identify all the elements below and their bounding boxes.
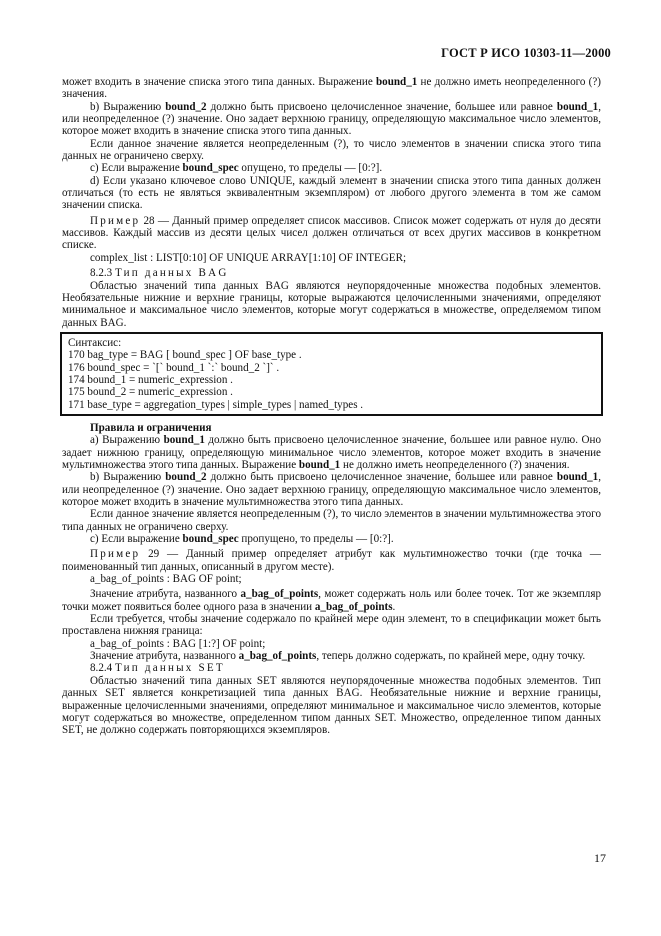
- paragraph-list-bound2: b) Выражению bound_2 должно быть присвоено целочисленное значение, большее или равное bound_1, или неопределенное (?) значение. Оно задает верхнюю границу, определяющую максимальное число элементов, которое может входить в значение списка этого типа данных.: [62, 100, 602, 138]
- paragraph-lower-bound: Если требуется, чтобы значение содержало по крайней мере один элемент, то в спецификации может быть проставлена нижняя граница:: [62, 613, 601, 638]
- example-29-code-1: a_bag_of_points : BAG OF point;: [90, 573, 242, 586]
- page-number: 17: [594, 851, 606, 865]
- example-label: Пример: [90, 214, 141, 227]
- paragraph-bag-bound1: a) Выражению bound_1 должно быть присвоено целочисленное значение, большее или равное нулю. Оно задает нижнюю границу, определяющую минимальное число элементов, которое может входить в значение мультимножества этого типа данных. Выражение bound_1 не должно иметь неопределенного (?) значения.: [62, 434, 601, 471]
- syntax-line: 175 bound_2 = numeric_expression .: [68, 386, 233, 399]
- paragraph-bag-at-least-one: Значение атрибута, названного a_bag_of_points, теперь должно содержать, по крайней мере, одну точку.: [90, 650, 586, 663]
- syntax-line: 170 bag_type = BAG [ bound_spec ] OF base_type .: [68, 349, 302, 362]
- paragraph-bag-of-points: Значение атрибута, названного a_bag_of_points, может содержать ноль или более точек. Тот же экземпляр точки может появиться более одного раза в значении a_bag_of_points.: [62, 588, 601, 613]
- syntax-label: Синтаксис:: [68, 336, 122, 349]
- example-label: Пример: [90, 548, 141, 561]
- section-8-2-4-heading: 8.2.4 Тип данных SET: [90, 662, 225, 675]
- rules-heading: Правила и ограничения: [90, 421, 212, 434]
- paragraph-bag-bound-spec: c) Если выражение bound_spec пропущено, то пределы — [0:?].: [90, 533, 394, 546]
- paragraph-set-definition: Областью значений типа данных SET являются неупорядоченные множества подобных элементов. Тип данных SET является конкретизацией типа данных BAG. Необязательные нижние и верхние границы, выраженные целочисленными значениями, определяют минимальное и максимальное число элементов, которые могут содержаться во множестве, определенном типом данных SET. Множество, определенное типом данных SET, не должно содержать повторяющихся экземпляров.: [62, 674, 601, 737]
- syntax-line: 171 base_type = aggregation_types | simple_types | named_types .: [68, 398, 364, 411]
- syntax-box: [60, 332, 603, 416]
- example-28-code: complex_list : LIST[0:10] OF UNIQUE ARRAY[1:10] OF INTEGER;: [90, 251, 407, 264]
- paragraph-bag-bound2: b) Выражению bound_2 должно быть присвоено целочисленное значение, большее или равное bound_1, или неопределенное (?) значение. Оно задает верхнюю границу, определяющую максимальное число элементов, которое может входить в значение мультимножества этого типа данных.: [62, 471, 602, 508]
- paragraph-list-unique: d) Если указано ключевое слово UNIQUE, каждый элемент в значении списка этого типа данных должен отличаться (то есть не являться эквивалентным экземпляром) от любого другого элемента в том же самом значении списка.: [62, 174, 601, 212]
- paragraph-list-unbounded: Если данное значение является неопределенным (?), то число элементов в значении списка этого типа данных не ограничено сверху.: [62, 137, 601, 163]
- paragraph-bag-definition: Областью значений типа данных BAG являются неупорядоченные множества подобных элементов. Необязательные нижние и верхние границы, которые выражаются целочисленными значениями, определяют минимальное и максимальное число элементов, которые могут содержаться в множестве, определяемом типом данных BAG.: [62, 279, 601, 329]
- section-8-2-3-heading: 8.2.3 Тип данных BAG: [90, 267, 229, 280]
- paragraph-bag-unbounded: Если данное значение является неопределенным (?), то число элементов в значении мультимножества этого типа данных не ограничено сверху.: [62, 508, 601, 533]
- paragraph-list-bound1: может входить в значение списка этого типа данных. Выражение bound_1 не должно иметь неопределенного (?) значения.: [62, 76, 601, 101]
- paragraph-list-bound-spec: c) Если выражение bound_spec опущено, то пределы — [0:?].: [90, 162, 383, 175]
- page-body: [62, 76, 601, 737]
- example-29-code-2: a_bag_of_points : BAG [1:?] OF point;: [90, 637, 266, 650]
- syntax-line: 176 bound_spec = `[` bound_1 `:` bound_2 `]` .: [68, 361, 280, 374]
- example-29: Пример 29 — Данный пример определяет атрибут как мультимножество точки (где точка — поименованный тип данных, описанный в другом месте).: [62, 548, 601, 573]
- syntax-line: 174 bound_1 = numeric_expression .: [68, 373, 233, 386]
- page-header-title: ГОСТ Р ИСО 10303-11—2000: [441, 46, 611, 60]
- example-28: Пример 28 — Данный пример определяет список массивов. Список может содержать от нуля до десяти массивов. Каждый массив из десяти целых чисел должен отличаться от всех других массивов в конкретном списке.: [62, 214, 601, 252]
